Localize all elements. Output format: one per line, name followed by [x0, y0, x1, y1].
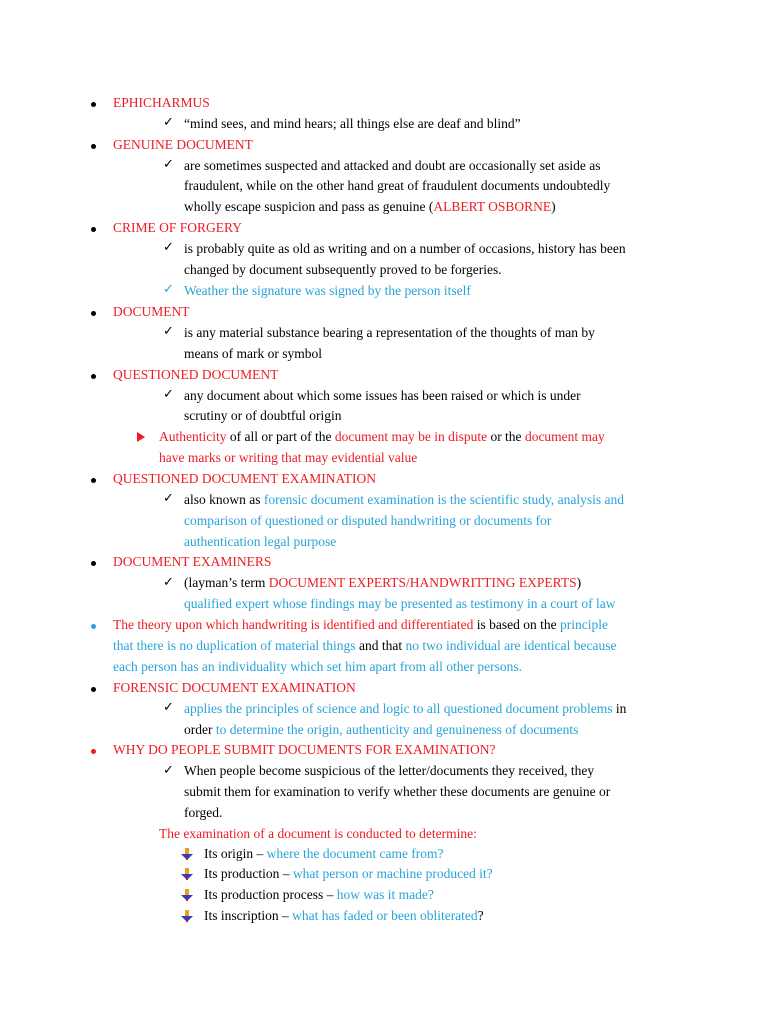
- check-icon: ✓: [163, 575, 174, 590]
- heading-document: DOCUMENT: [113, 304, 190, 319]
- genuine-text-1: are sometimes suspected and attacked and doubt are occasionally set aside as: [184, 158, 601, 173]
- theory-text-1: The theory upon which handwriting is identified and differentiated is based on the principle: [113, 617, 609, 632]
- check-icon: ✓: [163, 763, 174, 778]
- check-icon: ✓: [163, 157, 174, 172]
- bullet-icon: [91, 624, 96, 629]
- forensic-text-2: order to determine the origin, authenticity and genuineness of documents: [184, 722, 579, 737]
- bullet-icon: [91, 144, 96, 149]
- forgery-text-3: Weather the signature was signed by the person itself: [184, 283, 471, 298]
- check-icon: ✓: [163, 240, 174, 255]
- heading-why-submit: WHY DO PEOPLE SUBMIT DOCUMENTS FOR EXAMINATION?: [113, 742, 496, 757]
- authenticity-text-2: have marks or writing that may evidential value: [159, 450, 418, 465]
- document-text-2: means of mark or symbol: [184, 346, 322, 361]
- down-arrow-icon: [181, 910, 193, 922]
- check-icon: ✓: [163, 387, 174, 402]
- qde-text-2: comparison of questioned or disputed handwriting or documents for: [184, 513, 552, 528]
- check-icon: ✓: [163, 282, 174, 297]
- heading-questioned-document: QUESTIONED DOCUMENT: [113, 367, 279, 382]
- bullet-icon: [91, 749, 96, 754]
- questioned-text-2: scrutiny or of doubtful origin: [184, 408, 342, 423]
- document-text-1: is any material substance bearing a representation of the thoughts of man by: [184, 325, 595, 340]
- genuine-text-3: wholly escape suspicion and pass as genuine (ALBERT OSBORNE): [184, 199, 556, 214]
- why-text-2: submit them for examination to verify whether these documents are genuine or: [184, 784, 611, 799]
- why-text-3: forged.: [184, 805, 223, 820]
- forgery-text-1: is probably quite as old as writing and on a number of occasions, history has been: [184, 241, 626, 256]
- forensic-text-1: applies the principles of science and logic to all questioned document problems in: [184, 701, 627, 716]
- production-process-item: Its production process – how was it made?: [204, 887, 434, 902]
- why-text-1: When people become suspicious of the letter/documents they received, they: [184, 763, 595, 778]
- heading-document-examiners: DOCUMENT EXAMINERS: [113, 554, 272, 569]
- heading-ephicharmus: EPHICHARMUS: [113, 95, 210, 110]
- bullet-icon: [91, 311, 96, 316]
- examiners-text-1: (layman’s term DOCUMENT EXPERTS/HANDWRITTING EXPERTS): [184, 575, 582, 590]
- arrow-icon: [137, 432, 145, 442]
- check-icon: ✓: [163, 491, 174, 506]
- quote-text: “mind sees, and mind hears; all things else are deaf and blind”: [184, 116, 521, 131]
- authenticity-text-1: Authenticity of all or part of the document may be in dispute or the document may: [159, 429, 605, 444]
- origin-item: Its origin – where the document came from?: [204, 846, 444, 861]
- heading-crime-of-forgery: CRIME OF FORGERY: [113, 220, 243, 235]
- production-item: Its production – what person or machine produced it?: [204, 866, 493, 881]
- bullet-icon: [91, 102, 96, 107]
- heading-forensic-examination: FORENSIC DOCUMENT EXAMINATION: [113, 680, 356, 695]
- theory-text-2: that there is no duplication of material things and that no two individual are identical because: [113, 638, 617, 653]
- bullet-icon: [91, 561, 96, 566]
- inscription-item: Its inscription – what has faded or been obliterated?: [204, 908, 484, 923]
- qde-text-1: also known as forensic document examination is the scientific study, analysis and: [184, 492, 625, 507]
- down-arrow-icon: [181, 868, 193, 880]
- down-arrow-icon: [181, 889, 193, 901]
- qde-text-3: authentication legal purpose: [184, 534, 337, 549]
- examination-intro: The examination of a document is conducted to determine:: [159, 826, 477, 841]
- check-icon: ✓: [163, 700, 174, 715]
- questioned-text-1: any document about which some issues has been raised or which is under: [184, 388, 581, 403]
- bullet-icon: [91, 374, 96, 379]
- examiners-text-2: qualified expert whose findings may be presented as testimony in a court of law: [184, 596, 616, 611]
- check-icon: ✓: [163, 324, 174, 339]
- heading-genuine-document: GENUINE DOCUMENT: [113, 137, 253, 152]
- bullet-icon: [91, 227, 96, 232]
- theory-text-3: each person has an individuality which set him apart from all other persons.: [113, 659, 523, 674]
- forgery-text-2: changed by document subsequently proved to be forgeries.: [184, 262, 502, 277]
- down-arrow-icon: [181, 848, 193, 860]
- check-icon: ✓: [163, 115, 174, 130]
- genuine-text-2: fraudulent, while on the other hand great of fraudulent documents undoubtedly: [184, 178, 611, 193]
- heading-qde: QUESTIONED DOCUMENT EXAMINATION: [113, 471, 376, 486]
- bullet-icon: [91, 687, 96, 692]
- bullet-icon: [91, 478, 96, 483]
